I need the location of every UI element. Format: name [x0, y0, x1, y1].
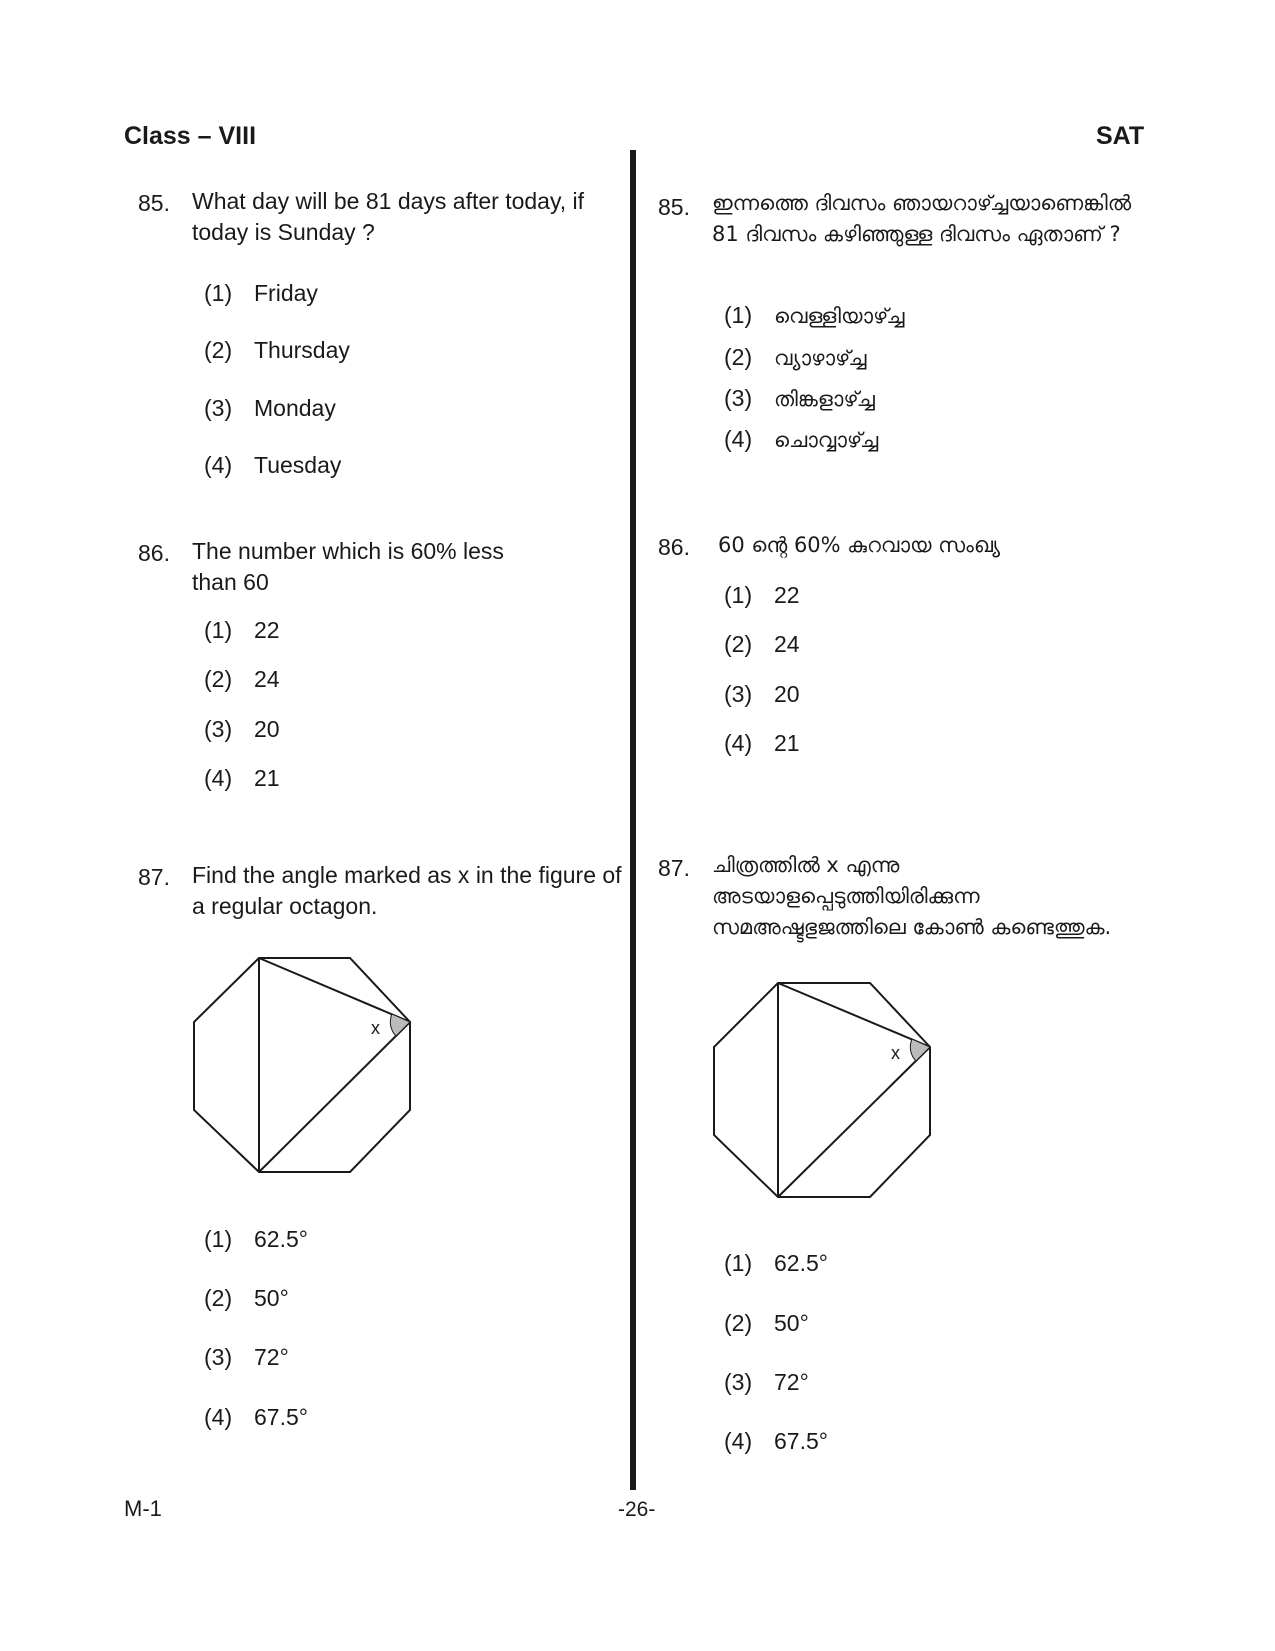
ml-q85-number: 85. — [658, 194, 690, 220]
ml-q87-option-2[interactable] — [724, 1310, 809, 1337]
diagonal-line — [259, 1022, 410, 1172]
option-text: ചൊവ്വാഴ്ച്ച — [774, 428, 879, 452]
octagon-figure-en — [180, 945, 420, 1180]
q86-option-3[interactable] — [204, 716, 280, 743]
ml-q85-option-4[interactable] — [724, 426, 878, 453]
q85-option-4[interactable] — [204, 452, 341, 479]
ml-q85-text: ഇന്നത്തെ ദിവസം ഞായറാഴ്ച്ചയാണെങ്കിൽ 81 ദിവസം കഴിഞ്ഞുള്ള ദിവസം ഏതാണ് ? — [712, 191, 1132, 246]
diagonal-line — [259, 958, 410, 1022]
option-text: Monday — [254, 395, 336, 421]
option-number: (4) — [724, 426, 753, 452]
ml-q86-option-2[interactable] — [724, 631, 800, 658]
class-label: Class – VIII — [124, 122, 257, 150]
diagonal-line — [778, 1047, 930, 1197]
q87-option-2[interactable] — [204, 1285, 289, 1312]
option-number: (2) — [724, 1310, 753, 1336]
option-text: 50° — [254, 1285, 289, 1311]
angle-label: x — [891, 1043, 900, 1063]
q85-option-3[interactable] — [204, 395, 336, 422]
ml-q87-number: 87. — [658, 855, 690, 881]
ml-q87-text: ചിത്രത്തിൽ x എന്നു അടയാളപ്പെടുത്തിയിരിക്കുന്ന സമഅഷ്ടഭുജത്തിലെ കോൺ കണ്ടെത്തുക. — [712, 853, 1112, 939]
option-number: (2) — [724, 344, 753, 370]
q87-text: Find the angle marked as x in the figure of a regular octagon. — [192, 862, 622, 919]
option-number: (1) — [724, 302, 753, 328]
option-number: (3) — [724, 385, 753, 411]
q87-option-4[interactable] — [204, 1404, 308, 1431]
q87-number: 87. — [138, 864, 170, 890]
option-text: 21 — [254, 765, 280, 791]
option-text: 50° — [774, 1310, 809, 1336]
q85-number: 85. — [138, 190, 170, 216]
option-text: 24 — [774, 631, 800, 657]
ml-q86-number: 86. — [658, 534, 690, 560]
option-text: 72° — [774, 1369, 809, 1395]
page-number: -26- — [618, 1498, 656, 1521]
ml-q85-option-1[interactable] — [724, 302, 904, 329]
q86-option-1[interactable] — [204, 617, 280, 644]
ml-q86-option-3[interactable] — [724, 681, 800, 708]
option-text: 20 — [774, 681, 800, 707]
option-text: 22 — [774, 582, 800, 608]
q86-option-4[interactable] — [204, 765, 280, 792]
option-number: (2) — [204, 666, 233, 692]
option-text: തിങ്കളാഴ്ച്ച — [774, 387, 875, 411]
option-number: (4) — [204, 1404, 233, 1430]
option-text: വെള്ളിയാഴ്ച്ച — [774, 304, 905, 328]
option-text: Friday — [254, 280, 318, 306]
option-number: (4) — [204, 765, 233, 791]
octagon-outline — [194, 958, 410, 1172]
option-number: (1) — [204, 1226, 233, 1252]
option-number: (1) — [204, 280, 233, 306]
option-number: (2) — [724, 631, 753, 657]
q87-option-3[interactable] — [204, 1344, 289, 1371]
ml-q87-option-3[interactable] — [724, 1369, 809, 1396]
option-number: (4) — [724, 730, 753, 756]
ml-q87-option-1[interactable] — [724, 1250, 828, 1277]
q85-text: What day will be 81 days after today, if today is Sunday ? — [192, 188, 585, 245]
ml-q86-option-4[interactable] — [724, 730, 800, 757]
option-text: 67.5° — [774, 1428, 828, 1454]
option-text: വ്യാഴാഴ്ച്ച — [774, 346, 867, 370]
column-divider — [630, 150, 636, 1490]
option-number: (1) — [724, 582, 753, 608]
option-number: (4) — [724, 1428, 753, 1454]
exam-label: SAT — [1096, 122, 1145, 150]
footer-code: M-1 — [124, 1496, 162, 1521]
option-number: (3) — [724, 681, 753, 707]
option-number: (1) — [724, 1250, 753, 1276]
option-text: Thursday — [254, 337, 350, 363]
octagon-figure-ml — [700, 970, 940, 1205]
option-number: (4) — [204, 452, 233, 478]
option-number: (3) — [204, 395, 233, 421]
option-text: 62.5° — [774, 1250, 828, 1276]
option-number: (1) — [204, 617, 233, 643]
option-text: 67.5° — [254, 1404, 308, 1430]
ml-q85-option-3[interactable] — [724, 385, 875, 412]
option-text: 24 — [254, 666, 280, 692]
option-number: (2) — [204, 1285, 233, 1311]
option-text: Tuesday — [254, 452, 342, 478]
q86-option-2[interactable] — [204, 666, 280, 693]
diagonal-line — [778, 983, 930, 1047]
ml-q86-option-1[interactable] — [724, 582, 800, 609]
option-number: (2) — [204, 337, 233, 363]
option-number: (3) — [724, 1369, 753, 1395]
option-text: 72° — [254, 1344, 289, 1370]
q87-option-1[interactable] — [204, 1226, 308, 1253]
option-text: 62.5° — [254, 1226, 308, 1252]
ml-q87-option-4[interactable] — [724, 1428, 828, 1455]
option-number: (3) — [204, 716, 233, 742]
option-text: 22 — [254, 617, 280, 643]
q85-option-2[interactable] — [204, 337, 350, 364]
option-number: (3) — [204, 1344, 233, 1370]
option-text: 21 — [774, 730, 800, 756]
ml-q85-option-2[interactable] — [724, 344, 866, 371]
q85-option-1[interactable] — [204, 280, 318, 307]
q86-number: 86. — [138, 540, 170, 566]
angle-label: x — [371, 1018, 380, 1038]
q86-text: The number which is 60% less than 60 — [192, 538, 504, 595]
option-text: 20 — [254, 716, 280, 742]
ml-q86-text: 60 ന്റെ 60% കുറവായ സംഖ്യ — [718, 533, 1000, 557]
octagon-outline — [714, 983, 930, 1197]
